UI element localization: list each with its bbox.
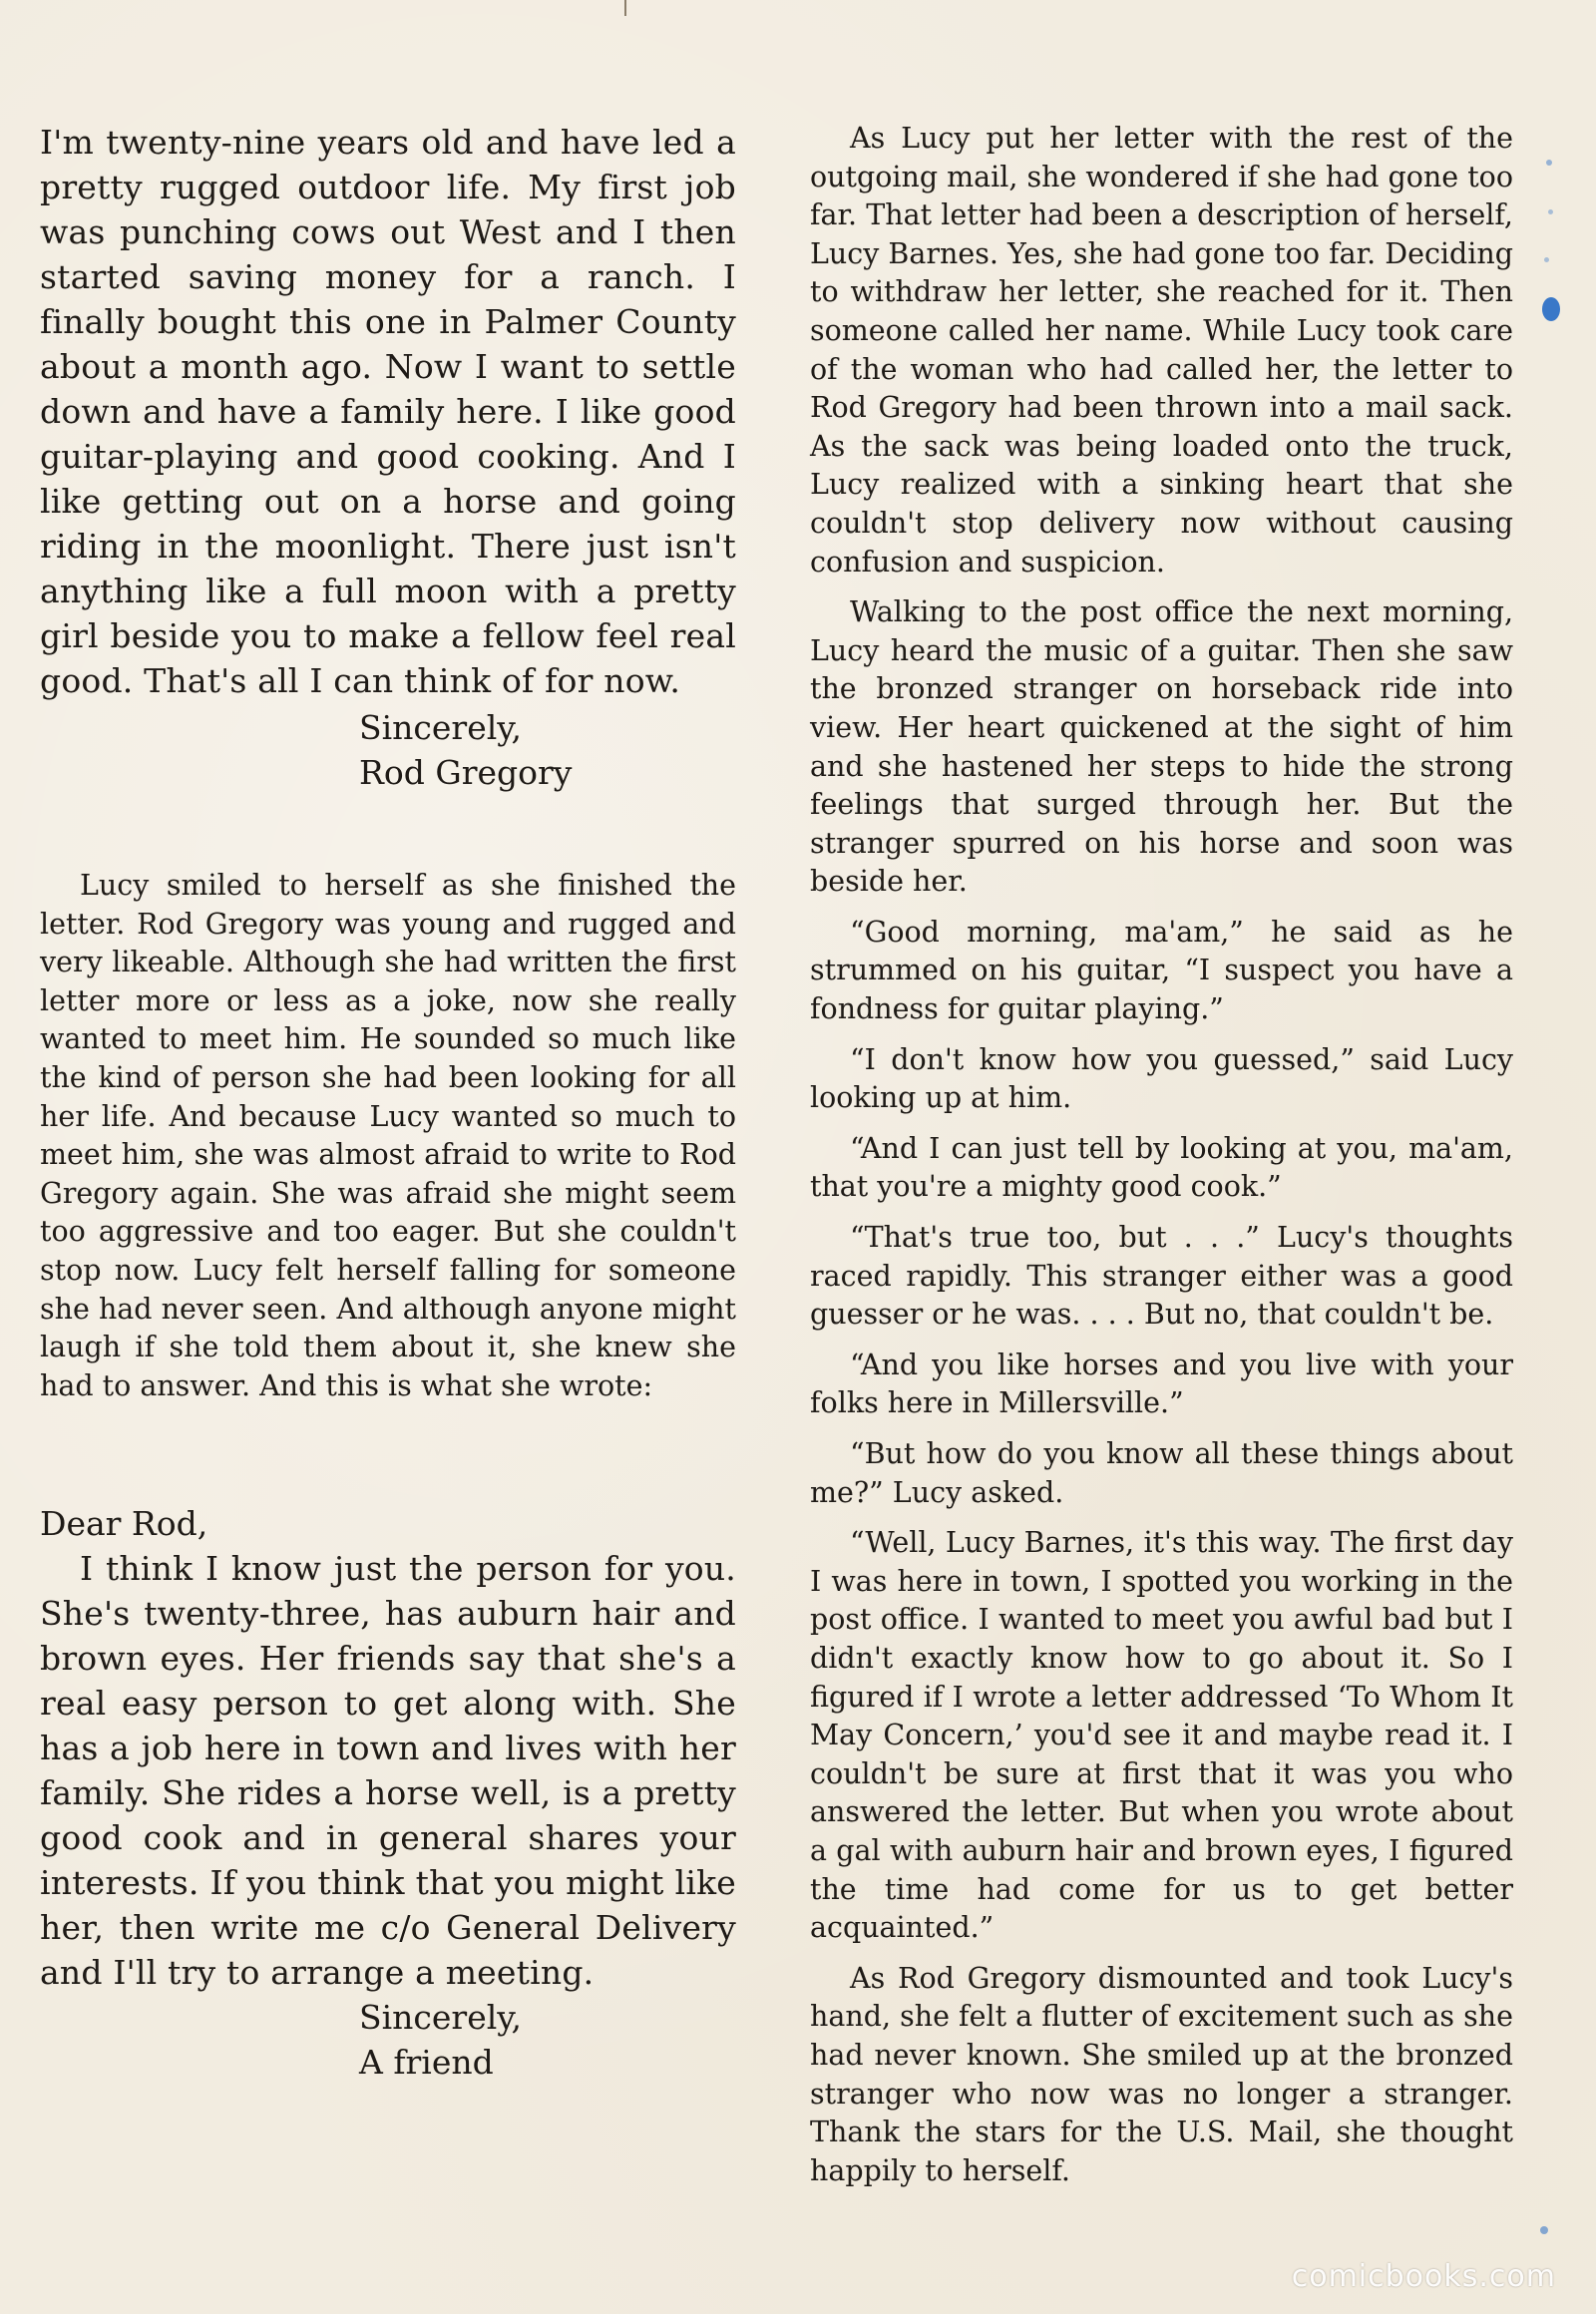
story-paragraph: Walking to the post office the next morning, Lucy heard the music of a guitar. Then she saw the bronzed stranger on horseback ride into view. Her heart quickened at the sight of him and she hastened her steps to hide the strong feelings that surged through her. But the stranger spurred on his horse and soon was beside her.	[810, 595, 1513, 899]
story-paragraph: “I don't know how you guessed,” said Lucy looking up at him.	[810, 1042, 1513, 1115]
ink-speck	[1548, 209, 1553, 214]
letter-from-friend	[40, 1501, 736, 2085]
story-paragraph: “And I can just tell by looking at you, ma'am, that you're a mighty good cook.”	[810, 1131, 1513, 1204]
letter-signature: A friend	[359, 2043, 494, 2083]
story-paragraph: As Rod Gregory dismounted and took Lucy's hand, she felt a flutter of excitement such as she had never known. She smiled up at the bronzed stranger who now was no longer a stranger. Thank the stars for the U.S. Mail, she thought happily to herself.	[810, 1961, 1513, 2187]
right-column	[810, 120, 1513, 2202]
letter-salutation: Dear Rod,	[40, 1504, 208, 1544]
page-top-mark	[624, 0, 626, 16]
watermark-text: comicbooks.com	[1291, 2259, 1556, 2294]
letter-body: I think I know just the person for you. She's twenty-three, has auburn hair and brown eyes. Her friends say that she's a real easy person to get along with. She has a job here in town and lives with her family. She rides a horse well, is a pretty good cook and in general shares your interests. If you think that you might like her, then write me c/o General Delivery and I'll try to arrange a meeting.	[40, 1549, 736, 1993]
letter-body: I'm twenty-nine years old and have led a pretty rugged outdoor life. My first job was punching cows out West and I then started saving money for a ranch. I finally bought this one in Palmer County about a month ago. Now I want to settle down and have a family here. I like good guitar-playing and good cooking. And I like getting out on a horse and going riding in the moonlight. There just isn't anything like a full moon with a pretty girl beside you to make a fellow feel real good. That's all I can think of for now.	[40, 123, 736, 700]
story-paragraph: “That's true too, but . . .” Lucy's thoughts raced rapidly. This stranger either was a good guesser or he was. . . . But no, that couldn't be.	[810, 1221, 1513, 1332]
ink-speck	[1546, 160, 1552, 166]
ink-speck	[1544, 257, 1549, 262]
ink-speck	[1540, 2226, 1548, 2234]
ink-speck	[1542, 297, 1560, 321]
story-paragraph: “And you like horses and you live with your folks here in Millersville.”	[810, 1348, 1513, 1420]
story-paragraph: “But how do you know all these things about me?” Lucy asked.	[810, 1437, 1513, 1509]
letter-closing: Sincerely,	[359, 708, 523, 747]
left-column	[40, 120, 736, 2085]
letter-from-rod	[40, 120, 736, 795]
letter-signature: Rod Gregory	[359, 753, 573, 792]
letter-closing: Sincerely,	[359, 1998, 523, 2038]
story-paragraph: As Lucy put her letter with the rest of the outgoing mail, she wondered if she had gone too far. That letter had been a description of herself, Lucy Barnes. Yes, she had gone too far. Deciding to withdraw her letter, she reached for it. Then someone called her name. While Lucy took care of the woman who had called her, the letter to Rod Gregory had been thrown into a mail sack. As the sack was being loaded onto the truck, Lucy realized with a sinking heart that she couldn't stop delivery now without causing confusion and suspicion.	[810, 122, 1513, 578]
story-paragraph: “Good morning, ma'am,” he said as he strummed on his guitar, “I suspect you have a fondness for guitar playing.”	[810, 915, 1513, 1026]
story-paragraph: Lucy smiled to herself as she finished the letter. Rod Gregory was young and rugged and very likeable. Although she had written the first letter more or less as a joke, now she really wanted to meet him. He sounded so much like the kind of person she had been looking for all her life. And because Lucy wanted so much to meet him, she was almost afraid to write to Rod Gregory again. She was afraid she might seem too aggressive and too eager. But she couldn't stop now. Lucy felt herself falling for someone she had never seen. And although anyone might laugh if she told them about it, she knew she had to answer. And this is what she wrote:	[40, 869, 736, 1402]
story-paragraph: “Well, Lucy Barnes, it's this way. The first day I was here in town, I spotted you working in the post office. I wanted to meet you awful bad but I didn't exactly know how to go about it. So I figured if I wrote a letter addressed ‘To Whom It May Concern,’ you'd see it and maybe read it. I couldn't be sure at first that it was you who answered the letter. But when you wrote about a gal with auburn hair and brown eyes, I figured the time had come for us to get better acquainted.”	[810, 1526, 1513, 1945]
